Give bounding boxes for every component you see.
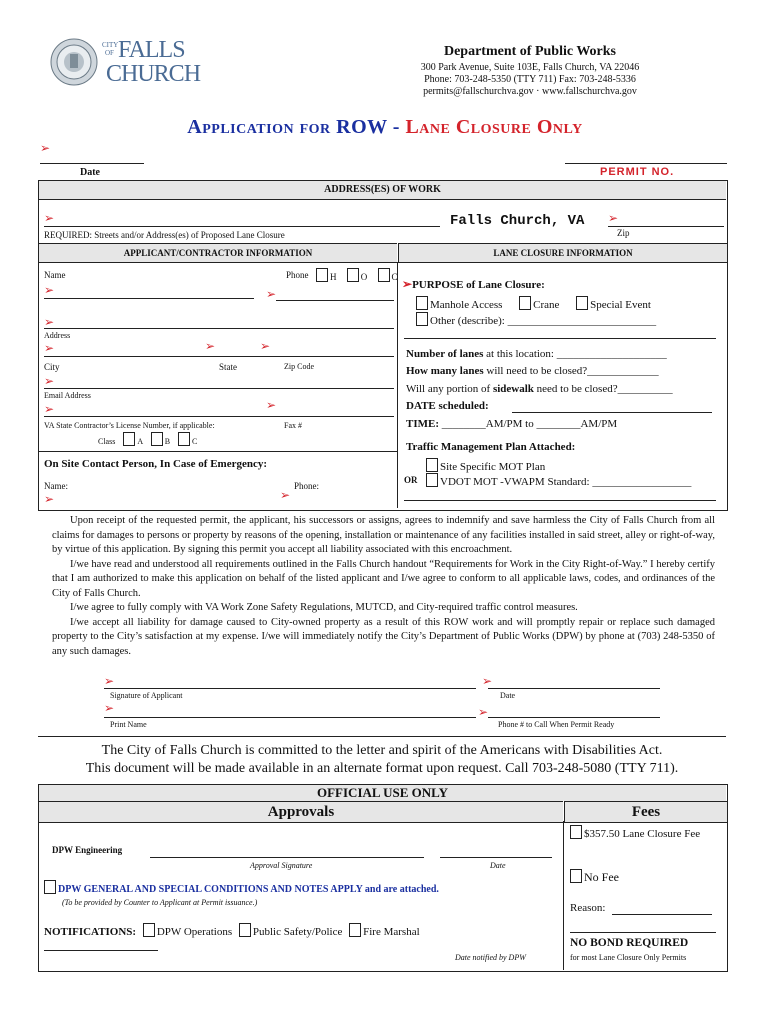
license-label: VA State Contractor’s License Number, if applicable: — [44, 421, 215, 430]
traffic-plan-note-field[interactable] — [404, 500, 716, 501]
city-state-text: Falls Church, VA — [450, 213, 585, 229]
zip-pointer-icon: ➢ — [608, 211, 619, 225]
address-work-header: ADDRESS(ES) OF WORK — [39, 181, 726, 200]
title-part1: Application for ROW - — [187, 116, 406, 138]
date-notified-label: Date notified by DPW — [455, 953, 526, 962]
email-end-pointer-icon: ➢ — [266, 398, 277, 412]
lane-closure-header: LANE CLOSURE INFORMATION — [398, 243, 727, 263]
ada-statement — [38, 742, 726, 778]
lanes-number-label: at this location: ____________________ — [483, 348, 667, 360]
phone-ready-pointer-icon: ➢ — [478, 705, 489, 719]
dept-phone: Phone: 703-248-5350 (TTY 711) Fax: 703-248-5336 — [424, 74, 636, 85]
sidewalk-row — [406, 383, 673, 395]
phone-ready-field[interactable] — [488, 717, 660, 718]
notify-dpw-ops-label: DPW Operations — [156, 926, 233, 938]
terms-paragraph-4: I/we accept all liability for damage caused to City-owned property as a result of this ROW work and will promptly repair or replace such damaged property to the City’s satisfaction at my expense. I/we will immediately notify the City’s Department of Public Works (DPW) by phone at (703) 248-5350 of any such damages. — [52, 616, 715, 657]
manhole-label: Manhole Access — [430, 299, 503, 311]
fee-amount-row — [570, 825, 720, 841]
special-event-label: Special Event — [590, 299, 651, 311]
class-b-checkbox[interactable] — [151, 432, 163, 446]
name-pointer-icon: ➢ — [44, 283, 55, 297]
dept-name: Department of Public Works — [443, 44, 616, 59]
signature-label: Signature of Applicant — [110, 691, 183, 700]
ada-divider — [38, 736, 726, 737]
dpw-engineering-label: DPW Engineering — [52, 845, 123, 855]
zip-label: Zip — [617, 228, 630, 238]
purpose-heading: ➢PURPOSE of Lane Closure: — [402, 277, 545, 291]
notify-dpw-ops-checkbox[interactable] — [143, 923, 155, 937]
address-line-pointer-icon: ➢ — [44, 341, 55, 355]
print-name-label: Print Name — [110, 720, 147, 729]
email-label: Email Address — [44, 391, 91, 400]
zip-code-label: Zip Code — [284, 362, 314, 371]
ada-line-2: This document will be made available in an alternate format upon request. Call 703-248-5080 (TTY 711). — [85, 761, 679, 776]
signature-date-label: Date — [500, 691, 516, 700]
lanes-closed-label: will need to be closed?_____________ — [483, 365, 659, 377]
notify-police-label: Public Safety/Police — [252, 926, 343, 938]
vdot-label: VDOT MOT -VWAPM Standard: __________________ — [440, 476, 692, 488]
title-part2: Lane Closure Only — [405, 116, 583, 138]
notify-police-checkbox[interactable] — [239, 923, 251, 937]
time-row — [406, 418, 617, 430]
approval-date-label: Date — [490, 861, 506, 870]
traffic-plan-label: Traffic Management Plan Attached: — [406, 441, 576, 453]
conditions-checkbox[interactable] — [44, 880, 56, 894]
notifications-row — [44, 923, 420, 938]
sidewalk-bold: sidewalk — [492, 383, 534, 395]
signature-date-field[interactable] — [488, 688, 660, 689]
address-mid-pointer-icon: ➢ — [205, 339, 216, 353]
phone-home-label: H — [330, 272, 337, 282]
city-logo — [50, 38, 210, 90]
email-pointer-icon: ➢ — [44, 402, 55, 416]
city-label: City — [44, 362, 60, 372]
lanes-number-bold: Number of lanes — [406, 348, 484, 360]
approval-date-field[interactable] — [440, 857, 552, 858]
logo-city-text: CITY — [102, 41, 119, 49]
emergency-contact-heading: On Site Contact Person, In Case of Emergency: — [44, 458, 268, 470]
phone-ready-label: Phone # to Call When Permit Ready — [498, 720, 615, 729]
phone-office-label: O — [360, 272, 368, 282]
phone-cell-checkbox[interactable] — [378, 268, 390, 282]
phone-type-options — [316, 268, 398, 282]
applicant-name-label: Name — [44, 270, 66, 280]
em-name-pointer-icon: ➢ — [44, 492, 55, 506]
or-label: OR — [404, 475, 418, 485]
address-end-pointer-icon: ➢ — [260, 339, 271, 353]
fees-header: Fees — [564, 801, 727, 823]
terms-paragraph-3: I/we agree to fully comply with VA Work Zone Safety Regulations, MUTCD, and City-required traffic control measures. — [70, 602, 578, 613]
reason-field-2[interactable] — [570, 932, 716, 933]
class-c-label: C — [192, 437, 198, 446]
other-label: Other (describe): ___________________________ — [430, 315, 657, 327]
email-field[interactable] — [44, 416, 394, 417]
fax-label: Fax # — [284, 421, 302, 430]
date-scheduled-field[interactable] — [512, 412, 712, 413]
company-pointer-icon: ➢ — [44, 315, 55, 329]
dept-header — [390, 44, 670, 98]
applicant-phone-field[interactable] — [276, 300, 394, 301]
column-divider — [397, 262, 398, 508]
terms-paragraph-1: Upon receipt of the requested permit, the applicant, his successors or assigns, agrees to indemnify and save harmless the City of Falls Church from all claims for damages to persons or property by reasons of the opening, installation or maintenance of any facilities installed in said street, alley or right-of-way, by virtue of this application. By signing this permit you accept all liability associated with this encroachment. — [52, 515, 715, 555]
other-description-field[interactable] — [404, 338, 716, 339]
sidewalk-post: need to be closed?__________ — [533, 383, 673, 395]
terms-block — [52, 514, 715, 659]
phone-home-checkbox[interactable] — [316, 268, 328, 282]
purpose-other-row — [416, 312, 656, 327]
date-scheduled-label: DATE scheduled: — [406, 400, 489, 412]
phone-cell-label: C — [391, 272, 398, 282]
logo-falls-text: FALLS — [118, 37, 185, 63]
reason-label: Reason: — [570, 902, 606, 914]
sidewalk-pre: Will any portion of — [406, 383, 493, 395]
applicant-address-field[interactable] — [44, 356, 394, 357]
site-mot-row — [426, 458, 545, 473]
applicant-name-field[interactable] — [44, 298, 254, 299]
phone-pointer-icon: ➢ — [266, 287, 277, 301]
page-title — [0, 116, 770, 139]
fee-amount-label: $357.50 Lane Closure Fee — [584, 828, 701, 840]
date-label: Date — [80, 167, 100, 178]
no-fee-row — [570, 869, 619, 885]
conditions-provided-note: (To be provided by Counter to Applicant at Permit issuance.) — [62, 898, 258, 907]
date-pointer-icon: ➢ — [40, 141, 51, 155]
manhole-checkbox[interactable] — [416, 296, 428, 310]
applicant-phone-label: Phone — [286, 270, 309, 280]
address-pointer-icon: ➢ — [44, 211, 55, 225]
terms-paragraph-2: I/we have read and understood all requirements outlined in the Falls Church handout “Requirements for Work in the City Right-of-Way.” I hereby certify that I am authorized to make this application on behalf of the listed applicant and I/we agree to conform to all applicable laws, codes, and ordinances of the City of Falls Church. — [52, 558, 715, 599]
fees-divider — [563, 821, 564, 970]
city-pointer-icon: ➢ — [44, 374, 55, 388]
date-field[interactable] — [40, 163, 144, 164]
notifications-label: NOTIFICATIONS: — [44, 926, 137, 938]
zip-field[interactable] — [608, 226, 724, 227]
company-field[interactable] — [44, 328, 394, 329]
city-state-zip-field[interactable] — [44, 388, 394, 389]
address-label: Address — [44, 331, 71, 340]
official-use-header: OFFICIAL USE ONLY — [39, 785, 726, 801]
reason-field[interactable] — [612, 914, 712, 915]
class-options — [98, 432, 197, 446]
notified-date-field[interactable] — [44, 950, 158, 951]
ada-line-1: The City of Falls Church is committed to the letter and spirit of the Americans with Disabilities Act. — [101, 743, 663, 758]
special-event-checkbox[interactable] — [576, 296, 588, 310]
sig-pointer-icon: ➢ — [104, 674, 115, 688]
emergency-divider — [39, 451, 397, 452]
purpose-options-row1 — [416, 296, 651, 311]
applicant-header: APPLICANT/CONTRACTOR INFORMATION — [39, 243, 397, 263]
city-seal-icon — [50, 38, 98, 86]
crane-checkbox[interactable] — [519, 296, 531, 310]
approvals-header: Approvals — [39, 801, 563, 823]
vdot-checkbox[interactable] — [426, 473, 438, 487]
address-required-note: REQUIRED: Streets and/or Address(es) of Proposed Lane Closure — [44, 230, 285, 240]
dept-email-web: permits@fallschurchva.gov · www.fallschurchva.gov — [423, 86, 637, 97]
lanes-number-row — [406, 348, 667, 360]
print-name-field[interactable] — [104, 717, 476, 718]
notify-fire-label: Fire Marshal — [363, 926, 420, 938]
state-label: State — [219, 362, 237, 372]
crane-label: Crane — [533, 299, 560, 311]
purpose-label: PURPOSE of Lane Closure: — [412, 279, 545, 291]
print-pointer-icon: ➢ — [104, 701, 115, 715]
sig-date-pointer-icon: ➢ — [482, 674, 493, 688]
time-label: TIME: — [406, 418, 439, 430]
conditions-row — [44, 880, 439, 895]
applicant-signature-field[interactable] — [104, 688, 476, 689]
lanes-closed-row — [406, 365, 659, 377]
site-mot-checkbox[interactable] — [426, 458, 438, 472]
class-a-checkbox[interactable] — [123, 432, 135, 446]
em-phone-pointer-icon: ➢ — [280, 488, 291, 502]
time-range: ________AM/PM to ________AM/PM — [441, 418, 618, 430]
no-fee-checkbox[interactable] — [570, 869, 582, 883]
dept-address: 300 Park Avenue, Suite 103E, Falls Church, VA 22046 — [420, 62, 640, 73]
class-label: Class — [98, 437, 116, 446]
emergency-phone-label: Phone: — [294, 481, 320, 491]
site-mot-label: Site Specific MOT Plan — [440, 461, 546, 473]
no-bond-sub: for most Lane Closure Only Permits — [570, 953, 687, 962]
fee-amount-checkbox[interactable] — [570, 825, 582, 839]
no-bond-label: NO BOND REQUIRED — [570, 937, 689, 949]
class-b-label: B — [164, 437, 171, 446]
lanes-closed-bold: How many lanes — [406, 365, 484, 377]
vdot-row — [426, 473, 691, 488]
class-c-checkbox[interactable] — [178, 432, 190, 446]
no-fee-label: No Fee — [584, 870, 619, 884]
conditions-label: DPW GENERAL AND SPECIAL CONDITIONS AND NOTES APPLY and are attached. — [58, 884, 439, 895]
permit-label: PERMIT NO. — [600, 166, 675, 178]
logo-church-text: CHURCH — [106, 61, 201, 87]
permit-number-field[interactable] — [565, 163, 727, 164]
class-a-label: A — [137, 437, 143, 446]
street-address-field[interactable] — [44, 226, 440, 227]
emergency-name-label: Name: — [44, 481, 68, 491]
phone-office-checkbox[interactable] — [347, 268, 359, 282]
logo-of-text: OF — [105, 49, 114, 57]
approval-signature-field[interactable] — [150, 857, 424, 858]
other-checkbox[interactable] — [416, 312, 428, 326]
approval-signature-label: Approval Signature — [250, 861, 313, 870]
notify-fire-checkbox[interactable] — [349, 923, 361, 937]
